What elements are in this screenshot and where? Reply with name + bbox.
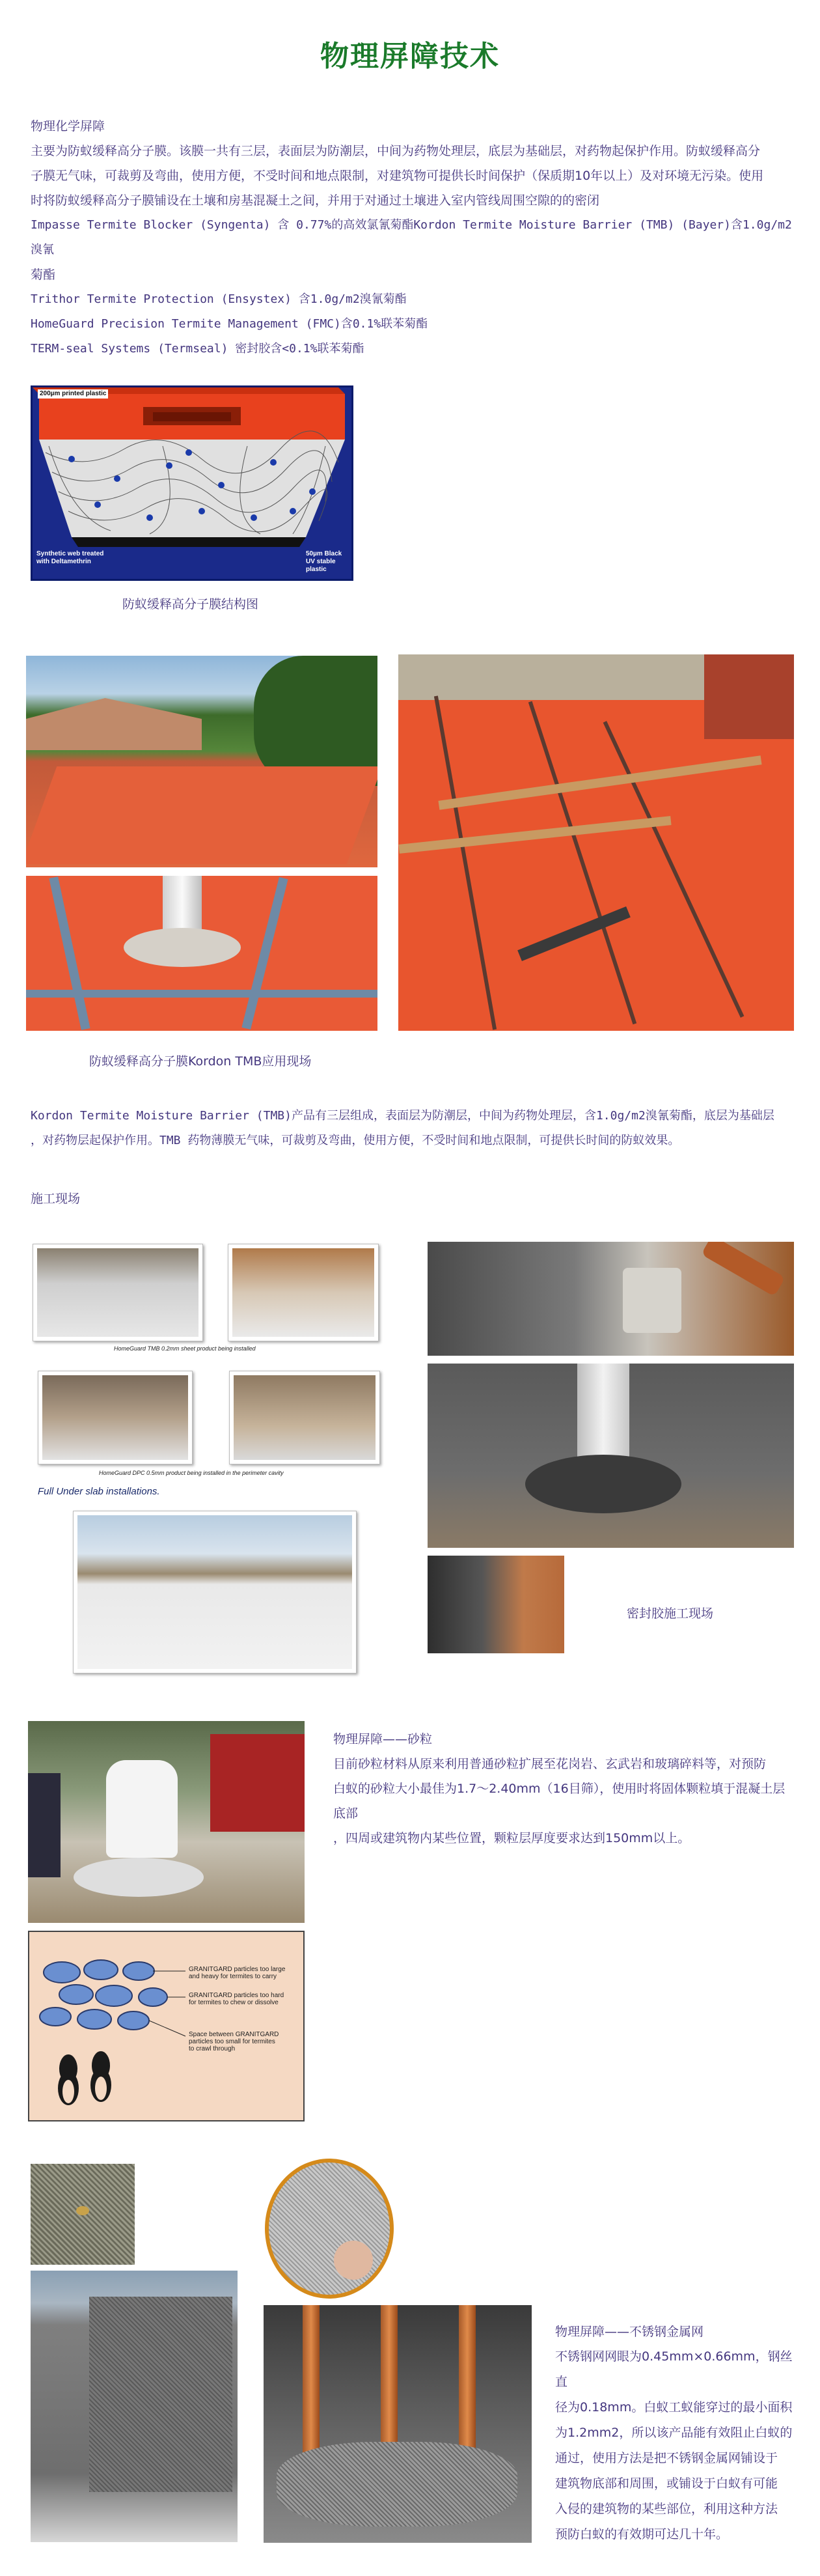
photo-mesh-magnified (265, 2159, 394, 2299)
photo-sealant-1 (428, 1242, 794, 1356)
photo-sealant-2 (428, 1364, 794, 1548)
full-under-caption: Full Under slab installations. (38, 1486, 160, 1497)
intro-line: 时将防蚁缓释高分子膜铺设在土壤和房基混凝土之间，并用于对通过土壤进入室内管线周围空隙的的密闭 (31, 193, 600, 208)
page-title: 物理屏障技术 (320, 40, 500, 73)
photo-sand-fill (28, 1721, 305, 1923)
intro-line: Trithor Termite Protection (Ensystex) 含1.0g/m2溴氰菊酯 (31, 292, 407, 306)
site-heading: 施工现场 (31, 1192, 81, 1206)
granitgard-label: GRANITGARD particles too hard for termites to chew or dissolve (189, 1992, 284, 2006)
intro-line: 子膜无气味，可裁剪及弯曲，使用方便，不受时间和地点限制，对建筑物可提供长时间保护（保质期10年以上）及对环境无污染。使用 (31, 169, 764, 183)
mesh-heading: 物理屏障——不锈钢金属网 (555, 2325, 704, 2339)
kordon-caption: 防蚁缓释高分子膜Kordon TMB应用现场 (89, 1054, 312, 1069)
photo-frame (228, 1244, 379, 1341)
photo-mesh-wall (31, 2271, 238, 2542)
site-small-caption: HomeGuard DPC 0.5mm product being installed in the perimeter cavity (99, 1470, 284, 1476)
diagram-label-top: 200µm printed plastic (38, 389, 108, 399)
photo-frame (33, 1244, 203, 1341)
site-small-caption: HomeGuard TMB 0.2mm sheet product being installed (114, 1345, 256, 1352)
photo-frame (73, 1511, 357, 1673)
intro-line: TERM-seal Systems (Termseal) 密封胶含<0.1%联苯菊酯 (31, 342, 364, 356)
intro-line: Impasse Termite Blocker (Syngenta) 含 0.77%的高效氯氰菊酯Kordon Termite Moisture Barrier (TMB) (Bayer)含1.0g/m2溴氰 (31, 218, 792, 257)
intro-line: 菊酯 (31, 268, 56, 282)
granitgard-diagram (28, 1931, 305, 2121)
photo-house-site (26, 656, 377, 867)
diagram-label-left: Synthetic web treated with Deltamethrin (36, 550, 104, 565)
mesh-section: 物理屏障——不锈钢金属网 不锈钢网网眼为0.45mm×0.66mm，钢丝直 径为0.18mm。白蚁工蚁能穿过的最小面积 为1.2mm2，所以该产品能有效阻止白蚁的 通过，使用方法是把不锈钢金属网铺设于 建筑物底部和周围，或铺设于白蚁有可能 入侵的建筑物的某些部位，利用这种方法 预防白蚁的有效期可达几十年。 (555, 2319, 802, 2547)
diagram-caption: 防蚁缓释高分子膜结构图 (122, 597, 259, 611)
photo-pipe-seal (26, 876, 377, 1031)
granitgard-label: GRANITGARD particles too large and heavy for termites to carry (189, 1966, 286, 1980)
intro-heading: 物理化学屏障 (31, 119, 105, 133)
photo-frame (38, 1371, 193, 1464)
photo-sealant-3 (428, 1556, 564, 1653)
kordon-description: Kordon Termite Moisture Barrier (TMB)产品有三层组成，表面层为防潮层，中间为药物处理层，含1.0g/m2溴氰菊酯，底层为基础层 ，对药物层起保护作用。TMB 药物薄膜无气味，可裁剪及弯曲，使用方便，不受时间和地点限制，可提供长时间的防蚁效果。 (31, 1109, 774, 1147)
sand-section: 物理屏障——砂粒 目前砂粒材料从原来利用普通砂粒扩展至花岗岩、玄武岩和玻璃碎料等，对预防 白蚁的砂粒大小最佳为1.7～2.40mm（16目筛），使用时将固体颗粒填于混凝土层 底部 ，四周或建筑物内某些位置，颗粒层厚度要求达到150mm以上。 (333, 1727, 802, 1851)
sand-heading: 物理屏障——砂粒 (333, 1732, 433, 1746)
intro-line: 主要为防蚁缓释高分子膜。该膜一共有三层，表面层为防潮层，中间为药物处理层，底层为基础层，对药物起保护作用。防蚁缓释高分 (31, 144, 761, 158)
photo-membrane-install (398, 654, 794, 1031)
granitgard-label: Space between GRANITGARD particles too small for termites to crawl through (189, 2031, 279, 2052)
photo-mesh-pipes (264, 2305, 532, 2543)
diagram-label-right: 50µm Black UV stable plastic (306, 550, 342, 573)
membrane-structure-diagram (31, 385, 353, 581)
sealant-caption: 密封胶施工现场 (627, 1606, 714, 1621)
intro-line: HomeGuard Precision Termite Management (FMC)含0.1%联苯菊酯 (31, 317, 428, 331)
photo-frame (229, 1371, 380, 1464)
photo-mesh-closeup (31, 2164, 135, 2265)
intro-section (31, 114, 799, 361)
